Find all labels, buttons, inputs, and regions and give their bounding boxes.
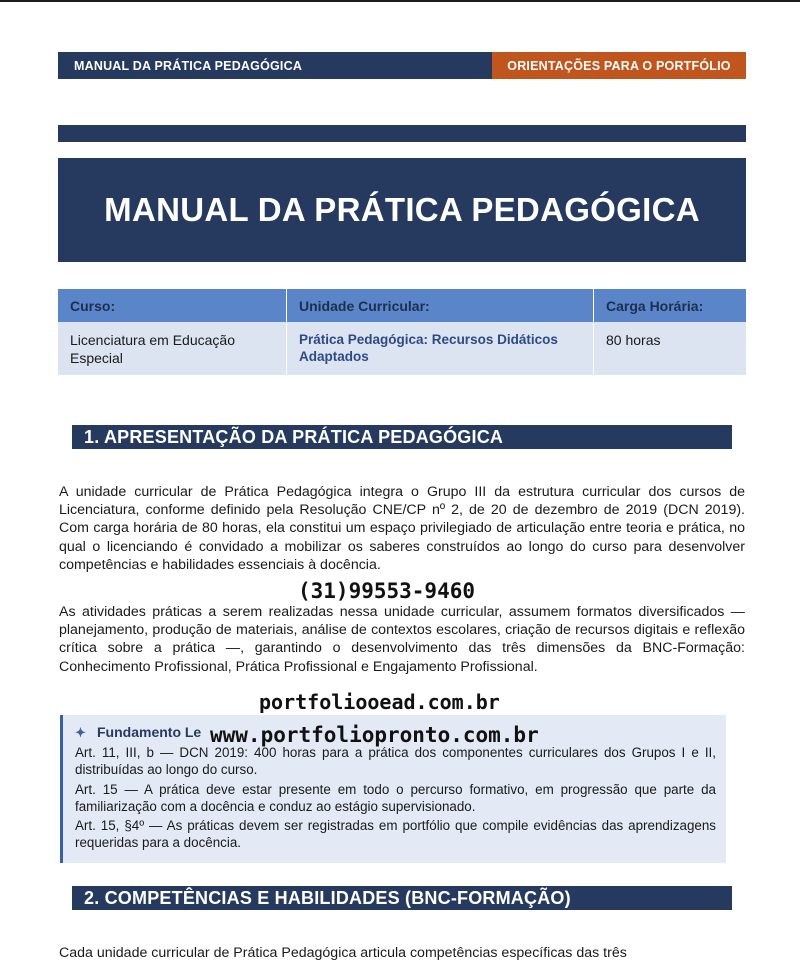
watermark-phone: (31)99553-9460 <box>298 579 476 603</box>
section-1-heading: 1. APRESENTAÇÃO DA PRÁTICA PEDAGÓGICA <box>72 425 732 449</box>
fundamento-item: Art. 11, III, b — DCN 2019: 400 horas para a prática dos componentes curriculares dos Grupos I e II, distribuídas ao longo do curso. <box>75 745 716 778</box>
course-info-table <box>58 289 746 375</box>
value-unidade: Prática Pedagógica: Recursos Didáticos Adaptados <box>287 322 594 375</box>
section-1-paragraph-2: As atividades práticas a serem realizadas nessa unidade curricular, assumem formatos diversificados — planejamento, produção de materiais, análise de contextos escolares, criação de recursos digitais e reflexão crítica sobre a prática —, garantindo o desenvolvimento das três dimensões da BNC-Formação: Conhecimento Profissional, Prática Profissional e Engajamento Profissional. <box>59 604 745 675</box>
info-header-row <box>58 289 746 322</box>
section-2-paragraph-1: Cada unidade curricular de Prática Pedagógica articula competências específicas das três <box>59 945 627 961</box>
header-unidade: Unidade Curricular: <box>287 289 594 322</box>
fundamento-title: Fundamento Le <box>97 724 202 741</box>
fundamento-item: Art. 15 — A prática deve estar presente em todo o percurso formativo, em progressão que parte da familiarização com a docência e conduz ao estágio supervisionado. <box>75 781 716 814</box>
decorative-bar <box>58 125 746 142</box>
document-title: MANUAL DA PRÁTICA PEDAGÓGICA <box>104 191 700 228</box>
watermark-site-2: www.portfoliopronto.com.br <box>210 723 539 747</box>
value-carga: 80 horas <box>606 332 661 348</box>
header-curso: Curso: <box>58 289 287 322</box>
header-left-title: MANUAL DA PRÁTICA PEDAGÓGICA <box>58 52 492 79</box>
section-2-heading: 2. COMPETÊNCIAS E HABILIDADES (BNC-FORMAÇÃO) <box>72 886 732 910</box>
page-header <box>58 52 746 79</box>
fundamento-item: Art. 15, §4º — As práticas devem ser registradas em portfólio que compile evidências das aprendizagens requeridas para a docência. <box>75 818 716 851</box>
header-carga: Carga Horária: <box>606 297 704 314</box>
header-right-title: ORIENTAÇÕES PARA O PORTFÓLIO <box>492 52 746 79</box>
title-banner <box>58 158 746 262</box>
watermark-site-1: portfoliooead.com.br <box>259 690 500 714</box>
info-value-row <box>58 322 746 375</box>
value-curso: Licenciatura em Educação Especial <box>58 322 287 375</box>
section-1-paragraph-1: A unidade curricular de Prática Pedagógica integra o Grupo III da estrutura curricular dos cursos de Licenciatura, conforme definido pela Resolução CNE/CP nº 2, de 20 de dezembro de 2019 (DCN 2019). Com carga horária de 80 horas, ela constitui um espaço privilegiado de articulação entre teoria e prática, no qual o licenciando é convidado a mobilizar os saberes construídos ao longo do curso para desenvolver competências e habilidades essenciais à docência. <box>59 484 745 573</box>
top-border <box>0 0 800 2</box>
pin-icon: ✦ <box>75 725 86 740</box>
